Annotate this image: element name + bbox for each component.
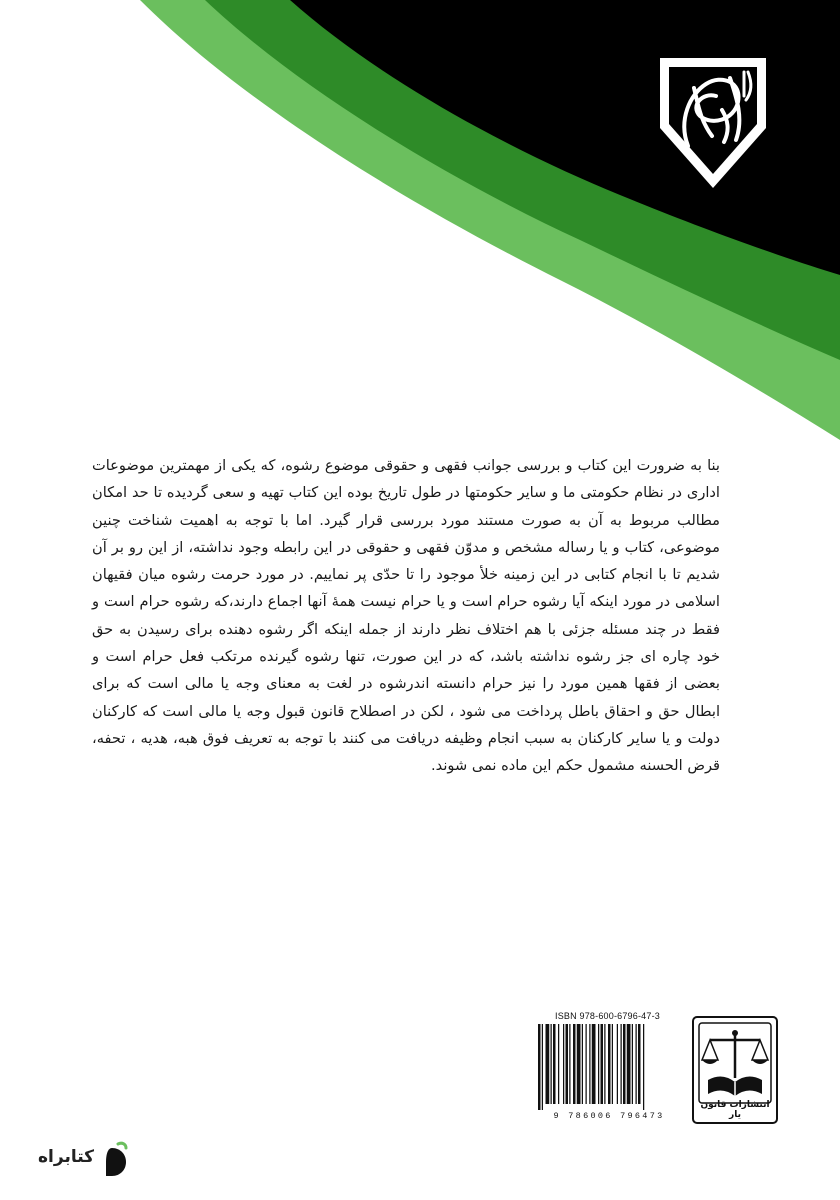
ketabrah-watermark-text: کتابراه [38,1147,95,1167]
back-cover-description: بنا به ضرورت این کتاب و بررسی جوانب فقهی و حقوقی موضوع رشوه، که یکی از مهمترین موضوعات اداری در نظام حکومتی ما و سایر حکومتها در طول تاریخ بوده این کتاب تهیه و سعی گردیده تا حد امکان مطالب مربوط به آن به صورت مستند مورد بررسی قرار گیرد. اما با توجه به اهمیت شناخت چنین موضوعی، کتاب و یا رساله مشخص و مدوّن فقهی و حقوقی در این رابطه وجود نداشته، از این رو بر آن شدیم تا با انجام کتابی در این زمینه خلأ موجود را تا حدّی پر نماییم. در مورد حرمت رشوه میان فقیهان اسلامی در مورد اینکه آیا رشوه حرام است و یا حرام نیست همهٔ آنها اجماع دارند،که رشوه حرام است و فقط در چند مسئله جزئی با هم اختلاف نظر دارند از جمله اینکه اگر رشوه دهنده برای رسیدن به حق خود چاره ای جز رشوه نداشته باشد، که در این صورت، تنها رشوه گیرنده مرتکب فعل حرام است و بعضی از فقها همین مورد را نیز حرام دانسته اندرشوه در لغت به معنای وجه یا مالی است که برای ابطال حق و احقاق باطل پرداخت می شود ، لکن در اصطلاح قانون قبول وجه یا مالی است که کارکنان دولت و یا سایر کارکنان به سبب انجام وظیفه دریافت می کنند با توجه به تعریف فوق هبه، هدیه ، تحفه، قرض الحسنه مشمول حکم این ماده نمی شوند. [92,457,720,775]
barcode-digits: 9 786006 796473 [553,1111,665,1121]
publisher-name: انتشارات قانون یار [700,1100,770,1120]
barcode-bars [536,1024,682,1110]
isbn-label: ISBN 978-600-6796-47-3 [555,1011,660,1021]
